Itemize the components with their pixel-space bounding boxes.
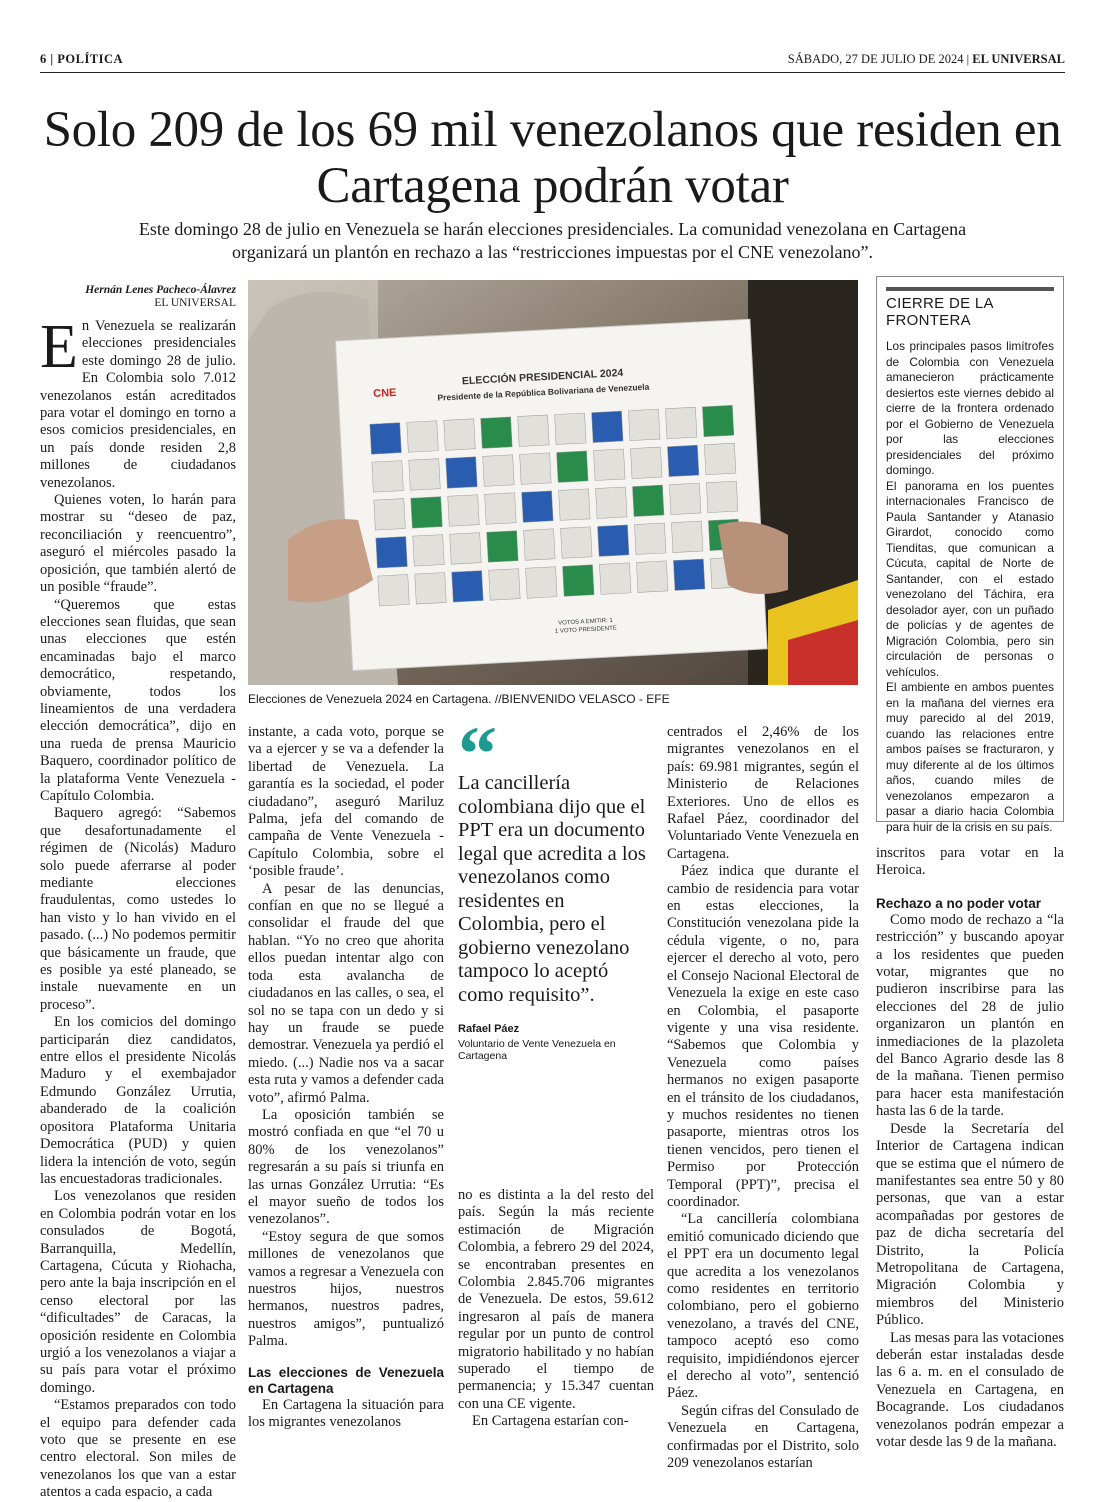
- ballot-candidate-card: [563, 565, 595, 597]
- ballot-candidate-card: [374, 499, 406, 531]
- ballot-candidate-card: [596, 487, 628, 519]
- body-paragraph: Páez indica que durante el cambio de residencia para votar en estas elecciones, la Constitución venezolana pide la cédula vigente, o no, para ejercer el derecho al voto, pero el Consejo Nacional Electoral de Venezuela la exige en este caso en Colombia, el pasaporte vigente y una visa residente. “Sabemos que Colombia y Venezuela como países hermanos no exigen pasaporte en el tránsito de los ciudadanos, y muchos residentes no tienen pasaporte, mientras otros los tienen vencidos, pero tienen el Permiso por Protección Temporal (PPT)”, precisa el coordinador.: [667, 863, 859, 1210]
- body-paragraph: En los comicios del domingo participarán diez candidatos, entre ellos el presidente Nicolás Maduro y el exembajador Edmundo González Urrutia, abanderado de la coalición opositora Plataforma Unitaria Democrática (PUD) y quien lidera la intención de voto, según las encuestadoras tradicionales.: [40, 1014, 236, 1187]
- sidebar-title: CIERRE DE LA FRONTERA: [886, 287, 1054, 329]
- body-paragraph: no es distinta a la del resto del país. Según la más reciente estimación de Migración Colombia, a febrero 29 del 2024, se encontraban presentes en Colombia 2.845.706 migrantes de Venezuela. De estos, 59.612 ingresaron al país de manera regular por un punto de control migratorio habilitado y no habían superado el tiempo de permanencia; y 15.347 cuentan con una CE vigente.: [458, 1187, 654, 1412]
- pull-quote-text: La cancillería colombiana dijo que el PPT era un documento legal que acredita a los venezolanos como residentes en Colombia, pero el gobierno venezolano tampoco lo aceptó como requisito”.: [458, 772, 646, 1006]
- ballot-candidate-card: [522, 491, 554, 523]
- ballot-candidate-card: [485, 493, 517, 525]
- headline: Solo 209 de los 69 mil venezolanos que residen en Cartagena podrán votar: [43, 102, 1062, 214]
- ballot-candidate-card: [518, 415, 550, 447]
- ballot-candidate-card: [706, 481, 738, 513]
- ballot-candidate-card: [483, 455, 515, 487]
- page-header: [40, 52, 1065, 70]
- ballot-candidate-card: [561, 527, 593, 559]
- sidebar-box: [876, 276, 1064, 834]
- dek: Este domingo 28 de julio en Venezuela se harán elecciones presidenciales. La comunidad venezolana en Cartagena organizará un plantón en rechazo a las “restricciones impuestas por el CNE venezolano”.: [138, 219, 967, 262]
- drop-cap: E: [40, 313, 78, 381]
- ballot-candidate-card: [376, 537, 408, 569]
- ballot-candidate-card: [667, 445, 699, 477]
- ballot-candidate-card: [450, 533, 482, 565]
- pull-quote-author: Rafael Páez: [458, 1023, 520, 1035]
- column-2: [248, 724, 444, 1431]
- byline: [40, 284, 236, 310]
- pull-quote-role: Voluntario de Vente Venezuela en Cartagena: [458, 1038, 616, 1062]
- body-paragraph: “Queremos que estas elecciones sean fluidas, que sean unas elecciones que estén encaminadas bajo el marco democrático, respetando, obviamente, todos los lineamientos de una verdadera elección democrática”, dijo en una rueda de prensa Mauricio Baquero, coordinador político de la plataforma Vente Venezuela - Capítulo Colombia.: [40, 596, 236, 804]
- right-hand: [718, 522, 788, 594]
- ballot-candidate-card: [594, 449, 626, 481]
- body-paragraph: En Cartagena la situación para los migrantes venezolanos: [248, 1396, 444, 1431]
- subhead: Rechazo a no poder votar: [876, 895, 1042, 911]
- sidebar-paragraph: El ambiente en ambos puentes en la mañana del viernes era muy parecido al del 2019, cuando las relaciones entre ambos países se fracturaron, y muy diferente al de los últimos años, cuando miles de venezolanos empezaron a pasar a diario hacia Colombia para huir de la crisis en su país.: [886, 680, 1054, 834]
- ballot-candidate-card: [444, 419, 476, 451]
- article-photo: [248, 280, 858, 685]
- column-4: [667, 724, 859, 1472]
- body-paragraph: “La cancillería colombiana emitió comunicado diciendo que el PPT era un documento legal que acredita a los venezolanos como residentes en territorio colombiano, pero el gobierno venezolano, a través del CNE, tampoco aceptó eso como requisito, impidiéndonos ejercer el derecho al voto”, sentenció Páez.: [667, 1211, 859, 1402]
- ballot-candidate-card: [557, 451, 589, 483]
- ballot-candidate-card: [370, 423, 402, 455]
- ballot-votes: VOTOS A EMITIR: 1: [558, 617, 613, 627]
- outlet-name: EL UNIVERSAL: [154, 297, 236, 309]
- body-paragraph: Según cifras del Consulado de Venezuela en Cartagena, confirmadas por el Distrito, solo 209 venezolanos estarían: [667, 1402, 859, 1472]
- column-1: [40, 313, 236, 1502]
- ballot-candidate-card: [665, 407, 697, 439]
- issue-date: SÁBADO, 27 DE JULIO DE 2024: [787, 52, 964, 66]
- header-divider: |: [50, 52, 58, 66]
- ballot-subtitle: Presidente de la República Bolivariana de Venezuela: [437, 381, 650, 403]
- column-5: [876, 845, 1064, 1451]
- ballot-candidate-card: [407, 421, 439, 453]
- body-paragraph: En Cartagena estarían con-: [472, 1413, 629, 1430]
- section-name: POLÍTICA: [57, 52, 124, 66]
- ballot-candidate-card: [524, 529, 556, 561]
- subhead: Las elecciones de Venezuela en Cartagena: [248, 1364, 444, 1396]
- pull-quote: [458, 724, 654, 1062]
- ballot-votes-2: 1 VOTO PRESIDENTE: [554, 625, 617, 635]
- ballot-candidate-card: [671, 521, 703, 553]
- lead-text: n Venezuela se realizarán elecciones presidenciales este domingo 28 de julio. En Colombia solo 7.012 venezolanos están acreditados para votar el domingo en torno a esos comicios presidenciales, en un país donde residen 2,8 millones de ciudadanos venezolanos.: [40, 318, 236, 491]
- ballot-candidate-card: [372, 461, 404, 493]
- ballot-candidate-card: [669, 483, 701, 515]
- ballot-candidate-card: [448, 495, 480, 527]
- sidebar-paragraph: El panorama en los puentes internacionales Francisco de Paula Santander y Atanasio Girardot, conocido como Tienditas, que comunican a Cúcuta, capital de Norte de Santander, con el estado venezolano del Táchira, era desolador ayer, con un puñado de policías y de agentes de Migración Colombia, pero sin circulación de personas o vehículos.: [886, 478, 1054, 679]
- newspaper-name: EL UNIVERSAL: [972, 52, 1065, 66]
- ballot-title: ELECCIÓN PRESIDENCIAL 2024: [461, 366, 624, 388]
- ballot-candidate-card: [415, 573, 447, 605]
- photo-caption: [248, 692, 858, 706]
- header-divider: |: [966, 52, 973, 66]
- photo-credit: //BIENVENIDO VELASCO - EFE: [494, 692, 670, 706]
- ballot-candidate-card: [630, 447, 662, 479]
- ballot-candidate-card: [446, 457, 478, 489]
- ballot-candidate-card: [487, 531, 519, 563]
- author-name: Hernán Lenes Pacheco-Álavrez: [85, 284, 236, 296]
- ballot-candidate-card: [520, 453, 552, 485]
- body-paragraph: Los venezolanos que residen en Colombia podrán votar en los consulados de Bogotá, Barranquilla, Medellín, Cartagena, Cúcuta y Riohacha, pero ante la baja inscripción en el censo electoral por las “dificultades” de Caracas, la oposición residente en Colombia urgió a los venezolanos a viajar a su país para votar el próximo domingo.: [40, 1188, 236, 1396]
- ballot-candidate-card: [599, 563, 631, 595]
- ballot-candidate-card: [481, 417, 513, 449]
- body-paragraph: centrados el 2,46% de los migrantes venezolanos en el país: 69.981 migrantes, según el Ministerio de Relaciones Exteriores. Uno de ellos es Rafael Páez, coordinador del Voluntariado Vente Venezuela en Cartagena.: [667, 724, 859, 862]
- header-rule: [40, 72, 1065, 73]
- sidebar-paragraph: Los principales pasos limítrofes de Colombia con Venezuela amanecieron prácticamente desiertos este viernes debido al cierre de la frontera ordenado por el Gobierno de Venezuela por las elecciones presidenciales del próximo domingo.: [886, 339, 1054, 477]
- ballot-candidate-card: [452, 571, 484, 603]
- body-paragraph: “Estamos preparados con todo el equipo para defender cada voto que se presente en ese centro electoral. Son miles de venezolanos los que van a estar atentos a cada espacio, a cada: [40, 1397, 236, 1501]
- caption-text: Elecciones de Venezuela 2024 en Cartagena.: [248, 692, 492, 706]
- ballot-candidate-card: [702, 405, 734, 437]
- body-paragraph: A pesar de las denuncias, confían en que no se llegué a consolidar el fraude del que hablan. “Yo no creo que ahorita ellos puedan intentar algo con toda esta avalancha de ciudadanos en las calles, o sea, el sol no se tapa con un dedo y si hay un fraude se puede demostrar. Venezuela ya perdió el miedo. (...) Nadie nos va a sacar esta ruta y vamos a defender cada voto”, afirmó Palma.: [248, 880, 444, 1106]
- ballot-candidate-card: [598, 525, 630, 557]
- quote-mark-icon: [458, 724, 654, 766]
- ballot-candidate-card: [636, 561, 668, 593]
- ballot-candidate-card: [704, 443, 736, 475]
- ballot-candidate-card: [592, 411, 624, 443]
- ballot-candidate-card: [411, 497, 443, 529]
- ballot-candidate-card: [489, 569, 521, 601]
- body-paragraph: Como modo de rechazo a “la restricción” y buscando apoyar a los residentes que pueden votar, migrantes que no pudieron inscribirse para las elecciones del 28 de julio organizaron un plantón en inmediaciones de la plazoleta del Banco Agrario desde las 8 de la mañana. Tienen permiso para hacer esta manifestación hasta las 6 de la tarde.: [876, 911, 1064, 1120]
- ballot-candidate-card: [526, 567, 558, 599]
- column-3: [458, 1187, 654, 1431]
- body-paragraph: Quienes voten, lo harán para mostrar su “deseo de paz, reconciliación y reencuentro”, aseguró el miércoles pasado la oposición, que también alertó de un posible “fraude”.: [40, 492, 236, 596]
- ballot-candidate-card: [559, 489, 591, 521]
- ballot-logo: CNE: [372, 386, 397, 401]
- ballot-candidate-card: [632, 485, 664, 517]
- ballot-candidate-card: [634, 523, 666, 555]
- lead-paragraph: [40, 313, 236, 492]
- page-number: 6: [40, 52, 47, 66]
- ballot-candidate-card: [378, 574, 410, 606]
- body-paragraph: instante, a cada voto, porque se va a ejercer y se va a defender la libertad de Venezuela. La garantía es la sociedad, el poder ciudadano”, aseguró Mariluz Palma, jefa del comando de campaña de Vente Venezuela - Capítulo Colombia, sobre el ‘posible fraude’.: [248, 724, 444, 880]
- ballot-candidate-card: [628, 409, 660, 441]
- ballot-candidate-card: [413, 535, 445, 567]
- body-paragraph: Desde la Secretaría del Interior de Cartagena indican que se estima que el número de manifestantes sea entre 50 y 80 personas, que van a estar acompañadas por gestores de paz de dicha secretaría del Distrito, la Policía Metropolitana de Cartagena, Migración Colombia y miembros del Ministerio Público.: [876, 1120, 1064, 1329]
- sidebar-text: [886, 339, 1054, 835]
- photo-illustration: [248, 280, 858, 685]
- ballot-candidate-card: [409, 459, 441, 491]
- body-paragraph: “Estoy segura de que somos millones de venezolanos que vamos a regresar a Venezuela con nuestros hijos, nuestros hermanos, nuestros padres, nuestros amigos”, puntualizó Palma.: [248, 1228, 444, 1350]
- body-paragraph: La oposición también se mostró confiada en que “el 70 u 80% de los venezolanos” regresarán a su país si triunfa en las urnas González Urrutia: “Es el mayor sueño de todos los venezolanos”.: [248, 1106, 444, 1228]
- body-paragraph: Las mesas para las votaciones deberán estar instaladas desde las 6 a. m. en el consulado de Venezuela en Cartagena, en Bocagrande. Los ciudadanos venezolanos podrán empezar a votar desde las 9 de la mañana.: [876, 1329, 1064, 1450]
- body-paragraph: Baquero agregó: “Sabemos que desafortunadamente el régimen de (Nicolás) Maduro solo puede aferrarse al poder mediante elecciones fraudulentas, como ustedes lo han visto y lo han vivido en el pasado. (...) No podemos permitir que básicamente un fraude, que es posible ya esté planeado, se instale nuevamente en un proceso”.: [40, 805, 236, 1013]
- ballot-candidate-card: [555, 413, 587, 445]
- ballot-candidate-card: [673, 559, 705, 591]
- body-paragraph: inscritos para votar en la Heroica.: [876, 845, 1064, 879]
